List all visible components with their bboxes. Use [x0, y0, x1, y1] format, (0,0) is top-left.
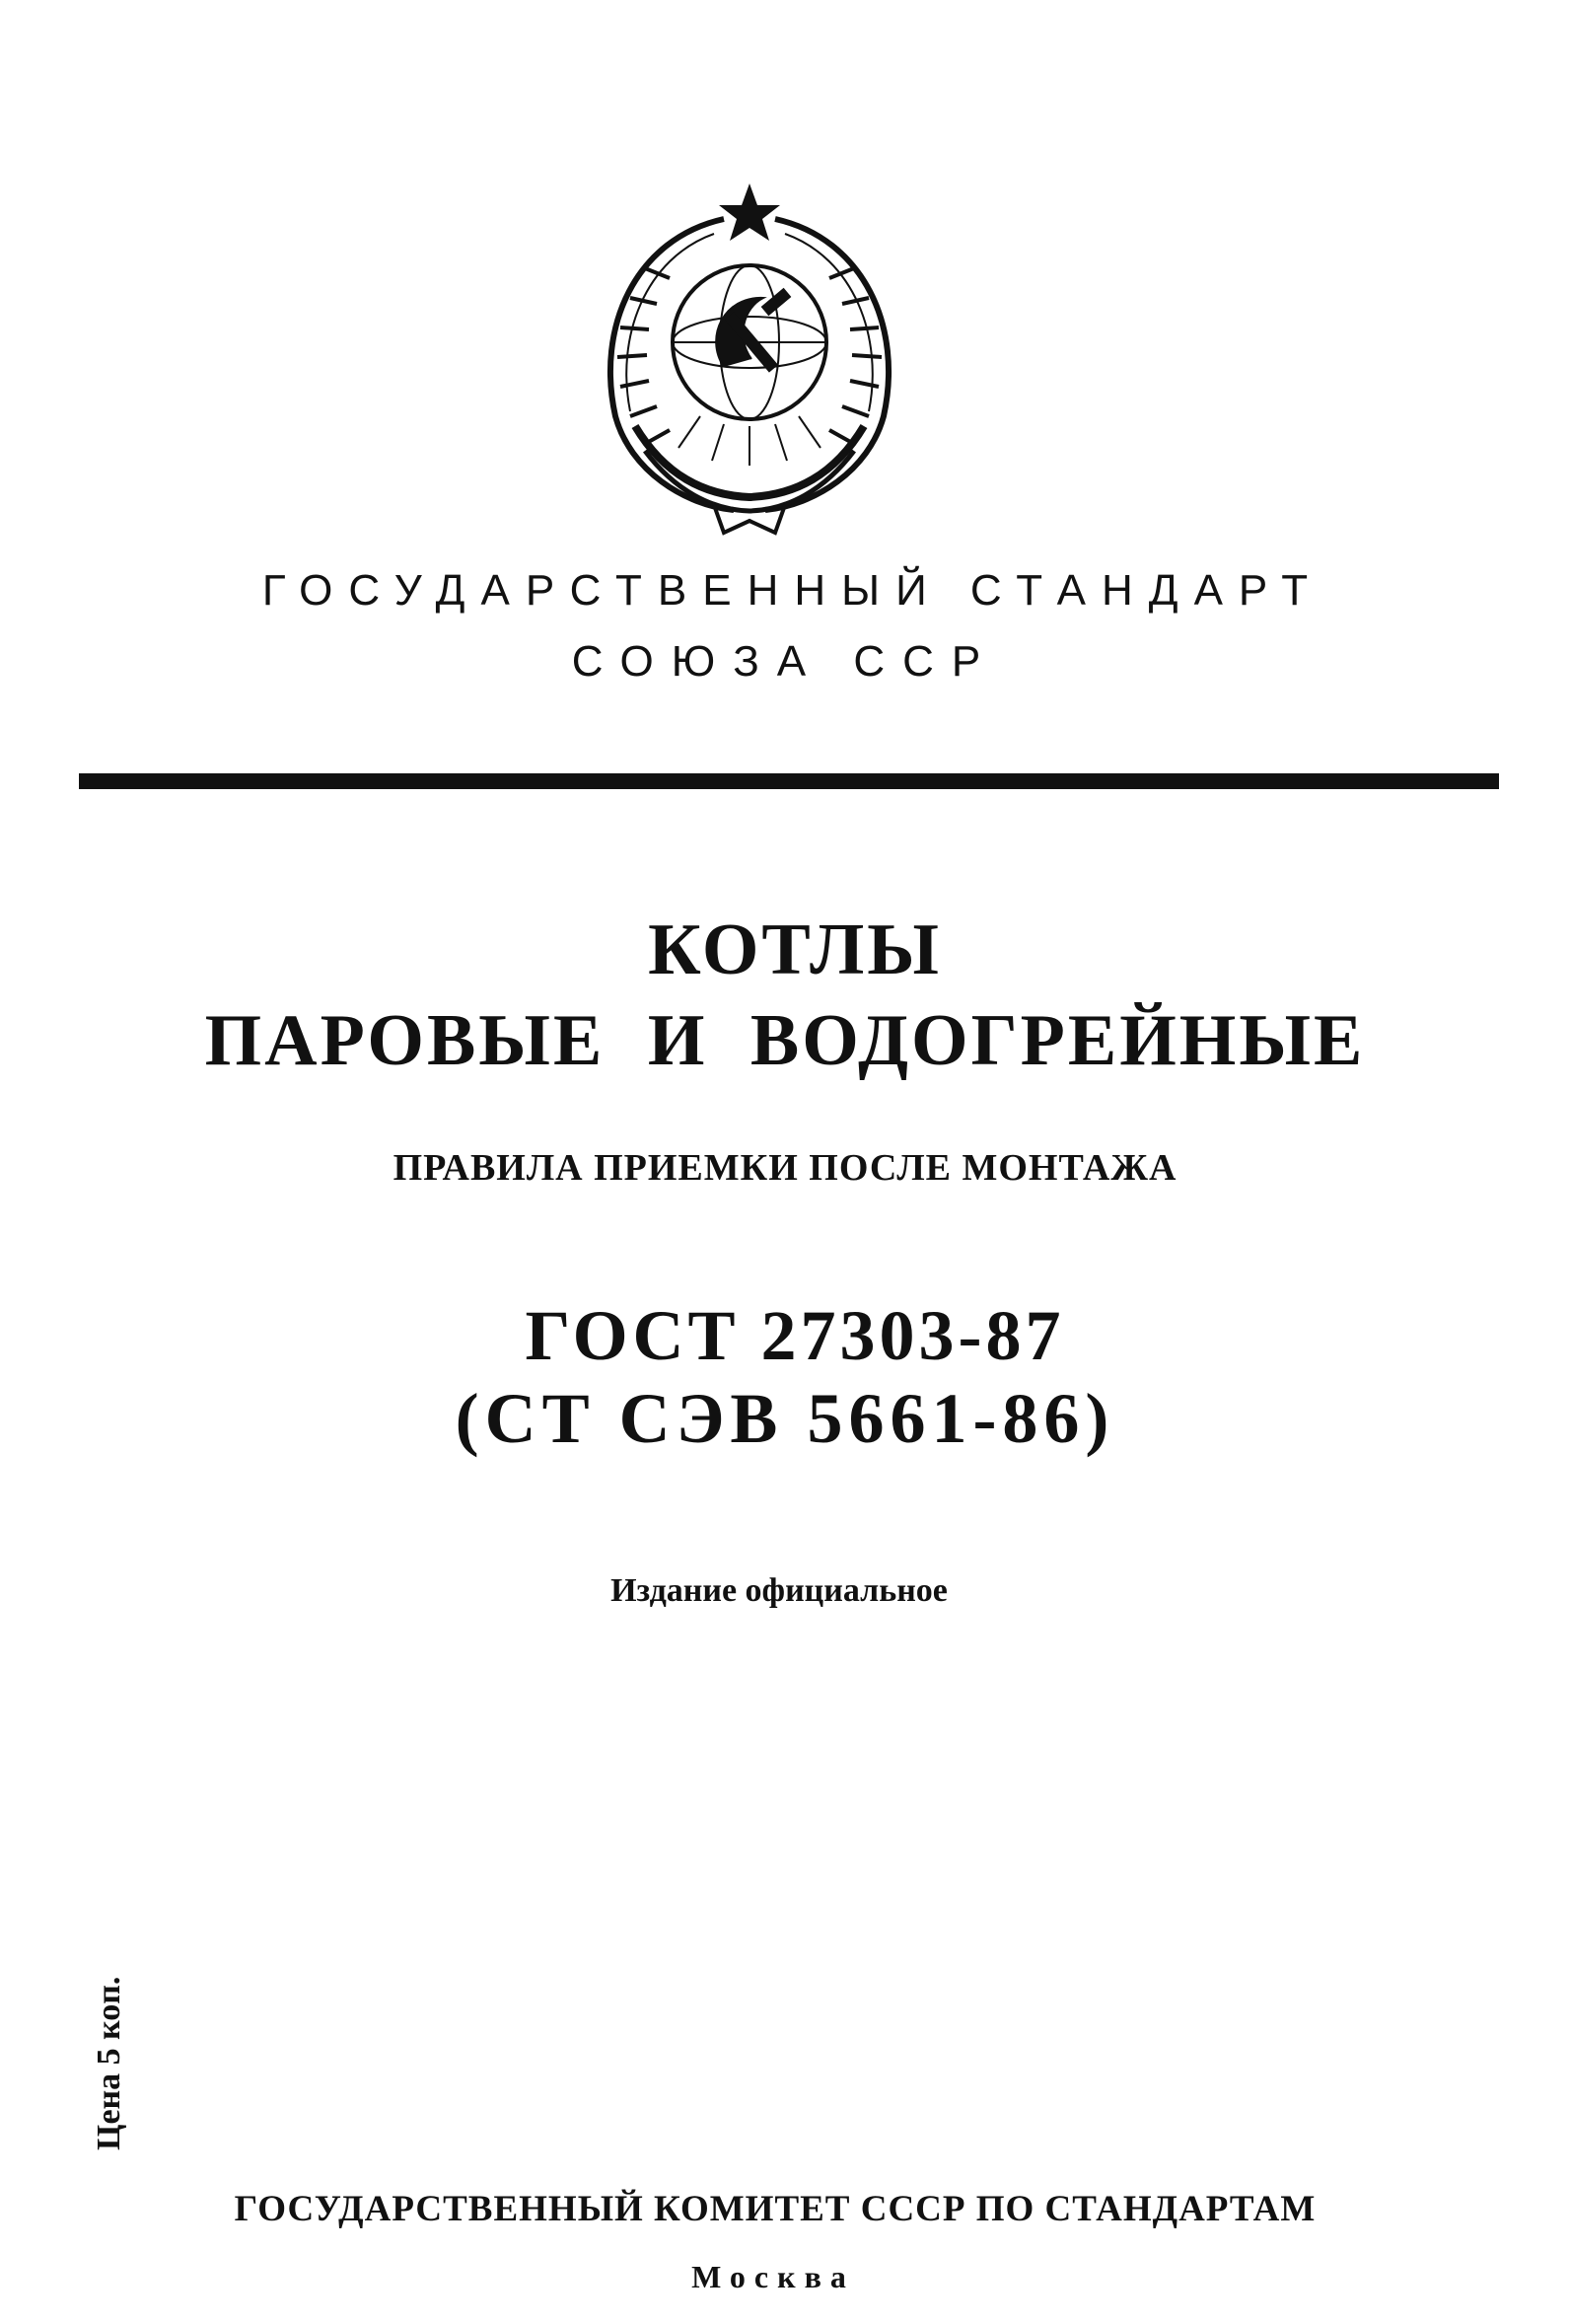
standard-equivalent: (СТ СЭВ 5661-86): [455, 1379, 1115, 1458]
title-line-1: КОТЛЫ: [648, 909, 942, 990]
horizontal-rule: [79, 773, 1499, 789]
subtitle: ПРАВИЛА ПРИЕМКИ ПОСЛЕ МОНТАЖА: [392, 1147, 1178, 1189]
city: Москва: [691, 2259, 855, 2294]
edition-label: Издание официальное: [610, 1572, 948, 1609]
header-ussr: СОЮЗА ССР: [571, 637, 999, 686]
publisher: ГОСУДАРСТВЕННЫЙ КОМИТЕТ СССР ПО СТАНДАРТАМ: [234, 2189, 1317, 2229]
header-state-standard: ГОСУДАРСТВЕННЫЙ СТАНДАРТ: [261, 566, 1324, 615]
standard-number: ГОСТ 27303-87: [525, 1296, 1065, 1375]
title-line-2: ПАРОВЫЕ И ВОДОГРЕЙНЫЕ: [204, 1000, 1366, 1081]
price-label: Цена 5 коп.: [91, 1976, 127, 2150]
ussr-coat-of-arms-icon: [576, 180, 923, 537]
